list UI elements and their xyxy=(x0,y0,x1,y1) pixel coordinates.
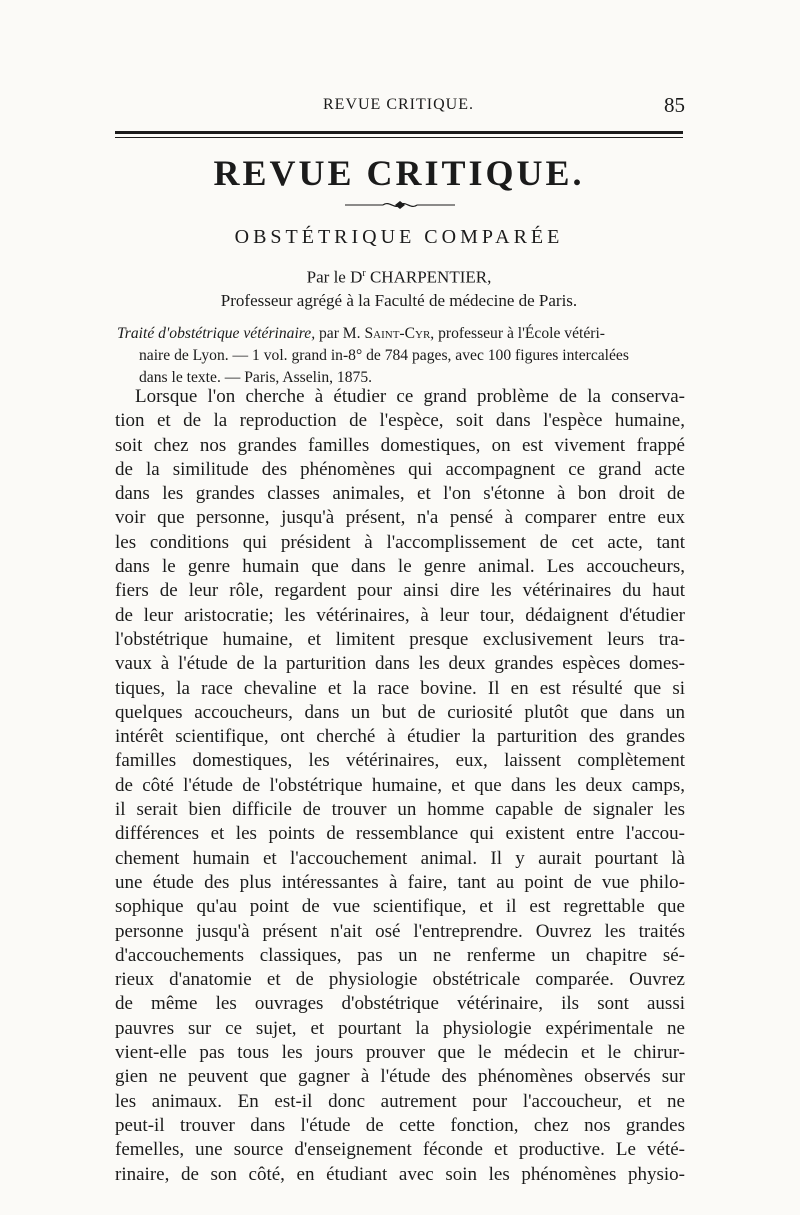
body-line: peut-il trouver dans l'étude de cette fonction, chez nos grandes xyxy=(115,1114,685,1136)
page-number: 85 xyxy=(664,93,685,117)
body-line: une étude des plus intéressantes à faire, tant au point de vue philo- xyxy=(115,871,685,893)
body-line: voir que personne, jusqu'à présent, n'a pensé à comparer entre eux xyxy=(115,507,685,529)
author-prefix: Par le D xyxy=(306,267,363,287)
body-line: de la similitude des phénomènes qui accompagnent ce grand acte xyxy=(115,458,685,480)
citation-rest: , professeur à l'École vétéri- xyxy=(430,325,605,342)
body-line: Lorsque l'on cherche à étudier ce grand problème de la conserva- xyxy=(135,386,685,407)
body-paragraph xyxy=(115,385,685,1187)
citation-line-1 xyxy=(117,323,685,345)
body-line: chement humain et l'accouchement animal. Il y aurait pourtant là xyxy=(115,847,685,869)
body-line: familles domestiques, les vétérinaires, eux, laissent complètement xyxy=(115,750,685,772)
citation-par: par M. xyxy=(315,325,365,342)
body-line: intérêt scientifique, ont cherché à étudier la parturition des grandes xyxy=(115,726,685,748)
body-line: de leur aristocratie; les vétérinaires, à leur tour, dédaignent d'étudier xyxy=(115,604,685,626)
body-line: d'accouchements classiques, pas un ne renferme un chapitre sé- xyxy=(115,944,685,966)
header-rule-thin xyxy=(115,137,683,138)
author-line xyxy=(115,262,683,289)
article-title: REVUE CRITIQUE. xyxy=(213,153,585,193)
body-line: soit chez nos grandes familles domestiques, on est vivement frappé xyxy=(115,434,685,456)
citation-line-2: naire de Lyon. — 1 vol. grand in-8° de 784 pages, avec 100 figures intercalées xyxy=(139,347,629,364)
body-line: l'obstétrique humaine, et limitent presque exclusivement leurs tra- xyxy=(115,628,685,650)
body-line: rinaire, de son côté, en étudiant avec soin les phénomènes physio- xyxy=(115,1163,685,1185)
book-citation xyxy=(117,323,685,389)
author-sup: r xyxy=(362,268,366,279)
running-head xyxy=(112,93,685,122)
body-line: différences et les points de ressemblance qui existent entre l'accou- xyxy=(115,823,685,845)
body-line: gien ne peuvent que gagner à l'étude des phénomènes observés sur xyxy=(115,1066,685,1088)
body-line: quelques accoucheurs, dans un but de curiosité plutôt que dans un xyxy=(115,701,685,723)
body-line: pauvres sur ce sujet, et pourtant la physiologie expérimentale ne xyxy=(115,1017,685,1039)
body-line: personne jusqu'à présent n'ait osé l'entreprendre. Ouvrez les traités xyxy=(115,920,685,942)
author-name: CHARPENTIER, xyxy=(365,267,492,287)
body-line: de même les ouvrages d'obstétrique vétérinaire, ils sont aussi xyxy=(115,993,685,1015)
body-line: les animaux. En est-il donc autrement pour l'accoucheur, et ne xyxy=(115,1090,685,1112)
body-line: vient-elle pas tous les jours prouver que le médecin et le chirur- xyxy=(115,1042,685,1064)
body-line: sophique qu'au point de vue scientifique, et il est regrettable que xyxy=(115,896,685,918)
body-line: dans le genre humain que dans le genre animal. Les accoucheurs, xyxy=(115,556,685,578)
running-title: REVUE CRITIQUE. xyxy=(323,96,474,113)
body-line: tion et de la reproduction de l'espèce, soit dans l'espèce humaine, xyxy=(115,410,685,432)
body-line: de côté l'étude de l'obstétrique humaine, et que dans les deux camps, xyxy=(115,774,685,796)
citation-work-title: Traité d'obstétrique vétérinaire, xyxy=(117,325,316,342)
citation-line-3: dans le texte. — Paris, Asselin, 1875. xyxy=(139,369,373,386)
body-line: tiques, la race chevaline et la race bovine. Il en est résulté que si xyxy=(115,677,685,699)
body-line: dans les grandes classes animales, et l'on s'étonne à bon droit de xyxy=(115,483,685,505)
section-heading: OBSTÉTRIQUE COMPARÉE xyxy=(234,226,564,248)
body-line: les conditions qui président à l'accomplissement de cet acte, tant xyxy=(115,531,685,553)
body-line: femelles, une source d'enseignement féconde et productive. Le vété- xyxy=(115,1139,685,1161)
ornament-divider-icon xyxy=(345,199,455,211)
body-line: rieux d'anatomie et de physiologie obstétricale comparée. Ouvrez xyxy=(115,969,685,991)
body-line: il serait bien difficile de trouver un homme capable de signaler les xyxy=(115,799,685,821)
byline xyxy=(115,262,683,312)
body-line: fiers de leur rôle, regardent pour ainsi dire les vétérinaires du haut xyxy=(115,580,685,602)
header-rule-thick xyxy=(115,131,683,134)
body-line: vaux à l'étude de la parturition dans les deux grandes espèces domes- xyxy=(115,653,685,675)
citation-author: Saint-Cyr xyxy=(364,325,431,342)
author-affiliation: Professeur agrégé à la Faculté de médecine de Paris. xyxy=(220,290,578,310)
